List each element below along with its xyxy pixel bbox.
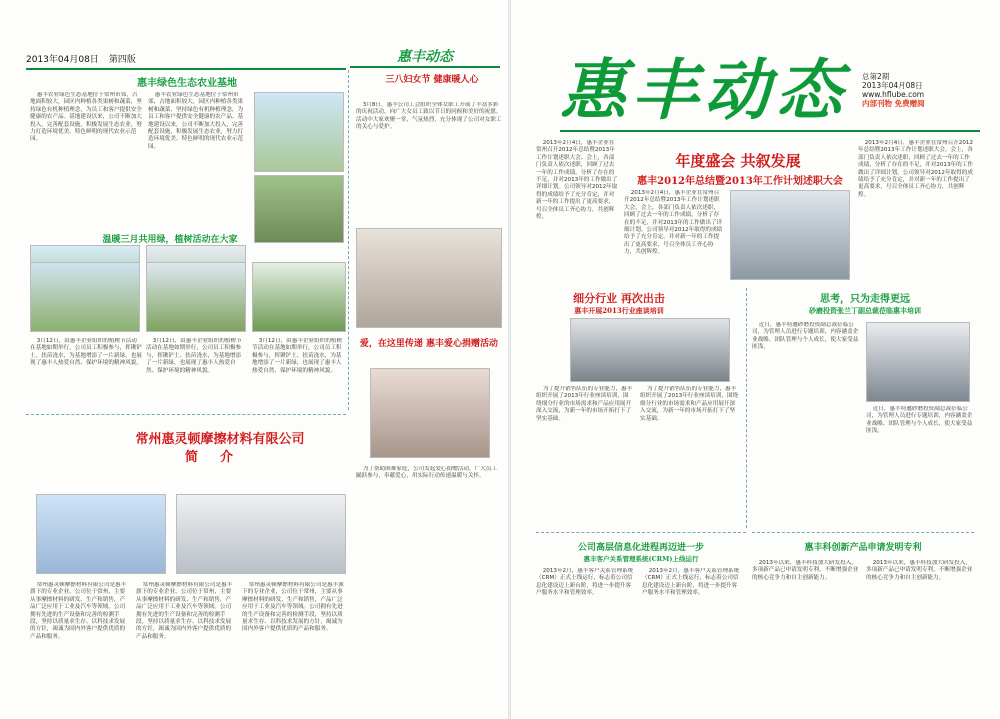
article-title: 惠丰科创新产品申请发明专利	[804, 543, 922, 553]
issue-note: 内部刊物 免费赠阅	[862, 99, 925, 108]
article-body-col2: 近日，惠丰特邀砂磨投资副总裁莅临公司，为管理人员进行专题培训，内容涵盖企业战略、团队管理与个人成长，使大家受益匪浅。	[866, 406, 973, 435]
article-body-col2: 3月12日，由惠丰企业组织的植树节活动在基地如期举行，公司员工积极参与，挥锹铲土、扶苗浇水，为基地增添了一片新绿，也展现了惠丰人热爱自然、保护环境的精神风貌。	[146, 338, 242, 374]
article-body: 2013年以来，惠丰科技加大研发投入，多项新产品已申请发明专利，不断增强企业的核心竞争力和自主创新能力。	[752, 560, 859, 581]
article-body: 3月8日，惠丰公司工会组织全体女职工开展了丰富多彩的庆祝活动，向广大女员工致以节日的问候和美好的祝愿。活动中大家欢聚一堂，气氛热烈，充分体现了公司对女职工的关心与爱护。	[356, 102, 502, 131]
article-body: 近日，惠丰特邀砂磨投资副总裁莅临公司，为管理人员进行专题培训，内容涵盖企业战略、团队管理与个人成长，使大家受益匪浅。	[752, 322, 859, 351]
article-subtitle: 砂磨投资张兰丁副总裁莅临惠丰培训	[809, 306, 921, 315]
lead-body: 2013年2月4日，惠丰企业在常州召开2012年总结暨2013年工作计划述职大会。会上，各部门负责人依次述职，回顾了过去一年的工作成绩，分析了存在的不足，并对2013年的工作做出了详细计划。公司领导对2012年取得的成绩给予了充分肯定，并对新一年的工作提出了更高要求，号召全体员工齐心协力，共创辉煌。	[536, 140, 618, 221]
article-body-col2: 为了提升销售队伍的专业能力，惠丰组织开展了2013年行业座谈培训，围绕细分行业的市场需求和产品应用展开深入交流，为新一年的市场开拓打下了坚实基础。	[640, 386, 739, 422]
company-title: 常州惠灵顿摩擦材料有限公司	[135, 432, 305, 447]
article-body: 惠丰农业绿色生态基地位于常州市郊，占地面积较大，园区内种植各类果树和蔬菜，坚持绿色有机种植理念，为员工和客户提供安全健康的农产品。基地建设以来，公司不断加大投入，完善配套设施，积极发展生态农业，努力打造环境优美、特色鲜明的现代农业示范园。	[30, 92, 142, 143]
article-title: 三八妇女节 健康暖人心	[385, 75, 479, 85]
issue-date-right: 2013年04月08日	[862, 81, 923, 90]
workshop-photo	[176, 494, 346, 574]
article-title: 细分行业 再次出击	[573, 292, 665, 305]
company-subtitle: 简介	[184, 450, 255, 465]
column-divider	[348, 70, 349, 410]
article-body: 2013年2月，惠丰客户关系管理系统（CRM）正式上线运行，标志着公司信息化建设迈上新台阶，将进一步提升客户服务水平和管理效率。	[536, 568, 634, 597]
website: www.hflube.com	[862, 90, 925, 99]
section-divider	[26, 414, 346, 415]
planting-photo-2	[146, 262, 246, 332]
article-body-col3: 3月12日，由惠丰企业组织的植树节活动在基地如期举行，公司员工积极参与，挥锹铲土、扶苗浇水，为基地增添了一片新绿，也展现了惠丰人热爱自然、保护环境的精神风貌。	[252, 338, 343, 374]
section-title: 惠丰动态	[397, 49, 453, 65]
lead-subheadline: 惠丰2012年总结暨2013年工作计划述职大会	[637, 176, 843, 187]
article-body: 为了帮助困难家庭，公司发起爱心捐赠活动，广大员工踊跃参与，奉献爱心，用实际行动传递温暖与关怀。	[356, 466, 497, 480]
planting-photo	[30, 262, 140, 332]
article-title: 思考，只为走得更远	[820, 294, 910, 305]
company-body-col2: 常州惠灵顿摩擦材料有限公司是惠丰旗下的专业企业，公司位于常州，主要从事摩擦材料的研发、生产和销售，产品广泛应用于工业及汽车等领域。公司拥有先进的生产设备和完善的检测手段，坚持以质量求生存、以科技求发展的方针，竭诚为国内外客户提供优质的产品和服务。	[136, 582, 233, 640]
article-body: 为了提升销售队伍的专业能力，惠丰组织开展了2013年行业座谈培训，围绕细分行业的市场需求和产品应用展开深入交流，为新一年的市场开拓打下了坚实基础。	[536, 386, 633, 422]
header-rule	[26, 68, 346, 70]
lead-headline: 年度盛会 共叙发展	[675, 152, 801, 170]
article-body: 3月12日，由惠丰企业组织的植树节活动在基地如期举行，公司员工积极参与，挥锹铲土、扶苗浇水，为基地增添了一片新绿，也展现了惠丰人热爱自然、保护环境的精神风貌。	[30, 338, 142, 367]
article-title: 爱，在这里传递 惠丰爱心捐赠活动	[359, 339, 499, 349]
meeting-photo	[730, 190, 850, 280]
event-photo	[356, 228, 502, 328]
page-fold	[508, 0, 511, 719]
left-page-header	[26, 52, 346, 68]
header-rule-2	[350, 66, 500, 68]
office-building-photo	[36, 494, 166, 574]
article-title: 公司高层信息化进程再迈进一步	[577, 543, 704, 553]
section-divider-right	[536, 532, 746, 533]
issue-date: 2013年04月08日	[26, 55, 99, 65]
article-body-col2: 2013年以来，惠丰科技加大研发投入，多项新产品已申请发明专利，不断增强企业的核心竞争力和自主创新能力。	[866, 560, 973, 581]
column-divider-right	[746, 288, 747, 528]
lead-body-col2: 2013年2月4日，惠丰企业在常州召开2012年总结暨2013年工作计划述职大会。会上，各部门负责人依次述职，回顾了过去一年的工作成绩，分析了存在的不足，并对2013年的工作做出了详细计划。公司领导对2012年取得的成绩给予了充分肯定，并对新一年的工作提出了更高要求，号召全体员工齐心协力，共创辉煌。	[624, 190, 723, 256]
company-body: 常州惠灵顿摩擦材料有限公司是惠丰旗下的专业企业，公司位于常州，主要从事摩擦材料的研发、生产和销售，产品广泛应用于工业及汽车等领域。公司拥有先进的生产设备和完善的检测手段，坚持以质量求生存、以科技求发展的方针，竭诚为国内外客户提供优质的产品和服务。	[30, 582, 127, 640]
planting-photo-3	[252, 262, 346, 332]
lecturer-photo	[866, 322, 970, 402]
article-body-col2: 2013年2月，惠丰客户关系管理系统（CRM）正式上线运行，标志着公司信息化建设迈上新台阶，将进一步提升客户服务水平和管理效率。	[642, 568, 740, 597]
article-subtitle: 惠丰开展2013行业座谈培训	[574, 306, 664, 315]
issue-info	[862, 72, 982, 108]
issue-number: 总第2期	[862, 72, 890, 81]
training-photo	[570, 318, 730, 382]
company-body-col3: 常州惠灵顿摩擦材料有限公司是惠丰旗下的专业企业，公司位于常州，主要从事摩擦材料的研发、生产和销售，产品广泛应用于工业及汽车等领域。公司拥有先进的生产设备和完善的检测手段，坚持以质量求生存、以科技求发展的方针，竭诚为国内外客户提供优质的产品和服务。	[242, 582, 344, 633]
farm-photo	[254, 92, 344, 172]
page-number: 第四版	[108, 55, 136, 65]
lead-body-col3: 2013年2月4日，惠丰企业在常州召开2012年总结暨2013年工作计划述职大会。会上，各部门负责人依次述职，回顾了过去一年的工作成绩，分析了存在的不足，并对2013年的工作做出了详细计划。公司领导对2012年取得的成绩给予了充分肯定，并对新一年的工作提出了更高要求，号召全体员工齐心协力，共创辉煌。	[858, 140, 974, 198]
section-divider-right-2	[752, 532, 974, 533]
donation-photo	[370, 368, 490, 458]
article-title: 温暖三月共用绿，植树活动在大家	[102, 235, 238, 245]
article-title: 惠丰绿色生态农业基地	[137, 78, 237, 89]
masthead-rule	[560, 130, 980, 132]
article-body-col2: 惠丰农业绿色生态基地位于常州市郊，占地面积较大，园区内种植各类果树和蔬菜，坚持绿色有机种植理念，为员工和客户提供安全健康的农产品。基地建设以来，公司不断加大投入，完善配套设施，积极发展生态农业，努力打造环境优美、特色鲜明的现代农业示范园。	[148, 92, 244, 150]
article-subtitle: 惠丰客户关系管理系统(CRM)上线运行	[583, 555, 699, 563]
masthead: 惠丰动态	[560, 51, 848, 129]
